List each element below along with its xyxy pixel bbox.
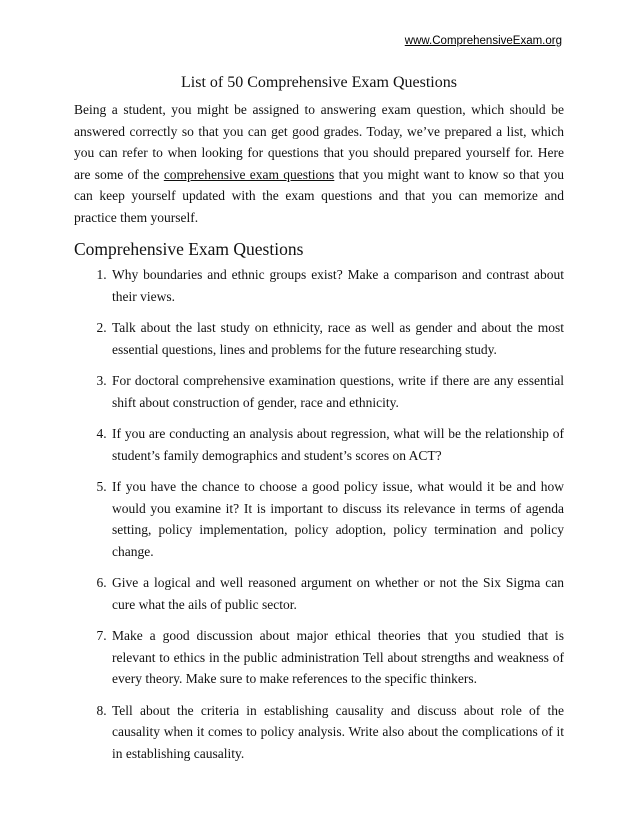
section-heading: Comprehensive Exam Questions	[74, 239, 304, 259]
question-item: 5. If you have the chance to choose a good policy issue, what would it be and how would you examine it? It is important to discuss its relevance in terms of agenda setting, policy implementation, policy adoption, policy termination and policy change.	[110, 476, 564, 562]
document-content	[74, 74, 564, 774]
question-item: 3. For doctoral comprehensive examination questions, write if there are any essential shift about construction of gender, race and ethnicity.	[110, 370, 564, 413]
comprehensive-exam-questions-link[interactable]: comprehensive exam questions	[163, 166, 335, 182]
question-item: 7. Make a good discussion about major ethical theories that you studied that is relevant to ethics in the public administration Tell about strengths and weakness of every theory. Make sure to make references to the specific thinkers.	[110, 625, 564, 690]
intro-text-before-link: Being a student, you might be assigned to answering exam question, which should be answered correctly so that you can get good grades. Today, we’ve prepared a list, which you can refer to when looking for questions that you should prepared yourself for. Here are some of the	[74, 102, 564, 182]
question-item: 1. Why boundaries and ethnic groups exist? Make a comparison and contrast about their views.	[110, 264, 564, 307]
question-item: 8. Tell about the criteria in establishing causality and discuss about role of the causality when it comes to policy analysis. Write also about the complications of it in establishing causality.	[110, 700, 564, 765]
document-title: List of 50 Comprehensive Exam Questions	[181, 74, 457, 91]
intro-text-after-link: that you might want to know so that you can keep yourself updated with the exam questions and that you can memorize and practice them yourself.	[74, 166, 564, 225]
intro-paragraph	[74, 99, 564, 228]
site-url-link[interactable]: www.ComprehensiveExam.org	[404, 35, 562, 47]
questions-list	[74, 264, 564, 764]
question-item: 6. Give a logical and well reasoned argument on whether or not the Six Sigma can cure what the ails of public sector.	[110, 572, 564, 615]
question-item: 4. If you are conducting an analysis about regression, what will be the relationship of student’s family demographics and student’s scores on ACT?	[110, 423, 564, 466]
question-item: 2. Talk about the last study on ethnicity, race as well as gender and about the most essential questions, lines and problems for the future researching study.	[110, 317, 564, 360]
